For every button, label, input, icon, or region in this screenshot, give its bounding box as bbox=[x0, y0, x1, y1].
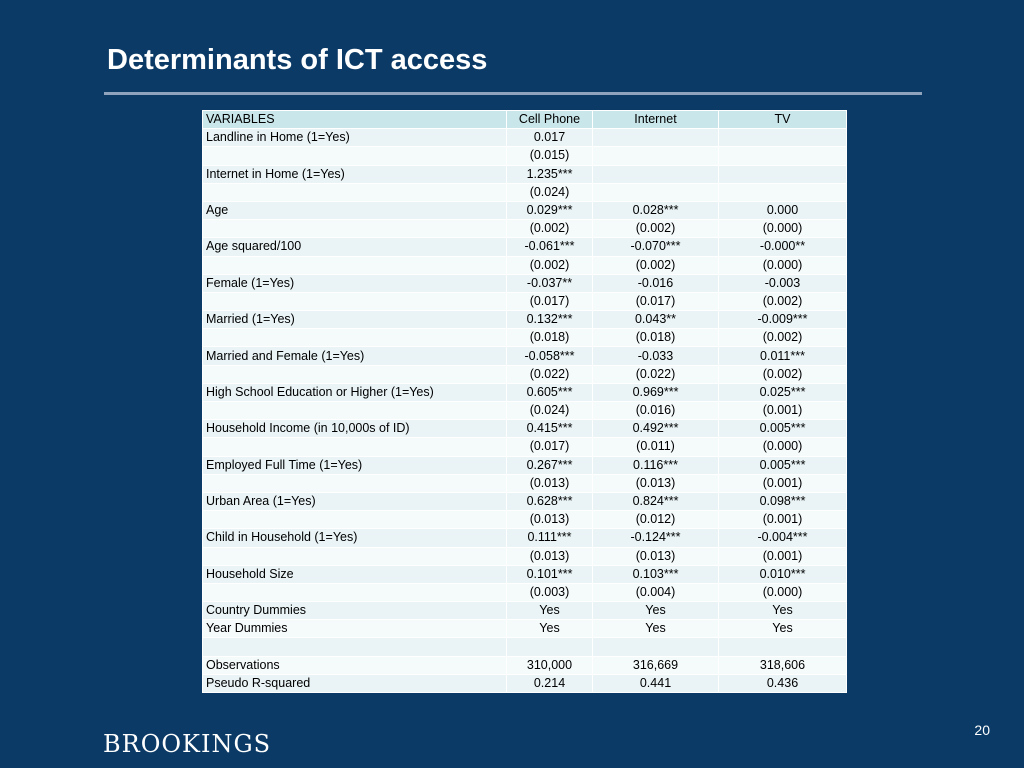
regression-table-container bbox=[202, 110, 846, 693]
value-cell bbox=[593, 129, 719, 147]
value-cell: Yes bbox=[719, 620, 847, 638]
value-cell: 318,606 bbox=[719, 656, 847, 674]
value-cell: (0.002) bbox=[593, 220, 719, 238]
variable-cell: Employed Full Time (1=Yes) bbox=[203, 456, 507, 474]
value-cell: -0.000** bbox=[719, 238, 847, 256]
table-row bbox=[203, 183, 847, 201]
value-cell: 0.132*** bbox=[507, 311, 593, 329]
table-row bbox=[203, 547, 847, 565]
value-cell: 0.969*** bbox=[593, 383, 719, 401]
value-cell: (0.017) bbox=[507, 292, 593, 310]
value-cell: (0.022) bbox=[593, 365, 719, 383]
value-cell: (0.001) bbox=[719, 547, 847, 565]
variable-cell bbox=[203, 438, 507, 456]
value-cell bbox=[719, 183, 847, 201]
variable-cell: Age squared/100 bbox=[203, 238, 507, 256]
value-cell: 316,669 bbox=[593, 656, 719, 674]
variable-cell bbox=[203, 183, 507, 201]
variable-cell bbox=[203, 583, 507, 601]
variable-cell bbox=[203, 292, 507, 310]
value-cell: 0.605*** bbox=[507, 383, 593, 401]
value-cell: (0.002) bbox=[593, 256, 719, 274]
header-cell-variables: VARIABLES bbox=[203, 111, 507, 129]
table-row bbox=[203, 638, 847, 656]
table-row bbox=[203, 147, 847, 165]
variable-cell: Household Size bbox=[203, 565, 507, 583]
table-row bbox=[203, 511, 847, 529]
variable-cell bbox=[203, 638, 507, 656]
value-cell: (0.016) bbox=[593, 402, 719, 420]
variable-cell: Landline in Home (1=Yes) bbox=[203, 129, 507, 147]
table-row bbox=[203, 365, 847, 383]
value-cell: (0.000) bbox=[719, 256, 847, 274]
table-row bbox=[203, 474, 847, 492]
value-cell: 0.098*** bbox=[719, 492, 847, 510]
value-cell: 0.441 bbox=[593, 674, 719, 692]
value-cell: (0.000) bbox=[719, 583, 847, 601]
table-row bbox=[203, 529, 847, 547]
value-cell: 0.043** bbox=[593, 311, 719, 329]
value-cell: (0.013) bbox=[593, 474, 719, 492]
value-cell: 0.492*** bbox=[593, 420, 719, 438]
table-row bbox=[203, 238, 847, 256]
table-row bbox=[203, 583, 847, 601]
variable-cell bbox=[203, 402, 507, 420]
variable-cell: Female (1=Yes) bbox=[203, 274, 507, 292]
table-row bbox=[203, 220, 847, 238]
value-cell bbox=[593, 183, 719, 201]
table-row bbox=[203, 420, 847, 438]
value-cell: 0.025*** bbox=[719, 383, 847, 401]
table-row bbox=[203, 274, 847, 292]
value-cell: (0.018) bbox=[507, 329, 593, 347]
value-cell: Yes bbox=[593, 602, 719, 620]
variable-cell: Age bbox=[203, 201, 507, 219]
value-cell bbox=[719, 147, 847, 165]
header-cell-internet: Internet bbox=[593, 111, 719, 129]
variable-cell bbox=[203, 547, 507, 565]
value-cell: 0.101*** bbox=[507, 565, 593, 583]
value-cell bbox=[719, 638, 847, 656]
value-cell: (0.022) bbox=[507, 365, 593, 383]
value-cell: -0.016 bbox=[593, 274, 719, 292]
table-row bbox=[203, 292, 847, 310]
header-cell-cell-phone: Cell Phone bbox=[507, 111, 593, 129]
value-cell: (0.001) bbox=[719, 402, 847, 420]
value-cell: 0.415*** bbox=[507, 420, 593, 438]
table-row bbox=[203, 256, 847, 274]
table-header-row bbox=[203, 111, 847, 129]
value-cell: (0.002) bbox=[507, 256, 593, 274]
variable-cell: Country Dummies bbox=[203, 602, 507, 620]
variable-cell: Pseudo R-squared bbox=[203, 674, 507, 692]
regression-table bbox=[202, 110, 847, 693]
value-cell: (0.013) bbox=[593, 547, 719, 565]
value-cell: (0.012) bbox=[593, 511, 719, 529]
value-cell: 0.103*** bbox=[593, 565, 719, 583]
value-cell: -0.124*** bbox=[593, 529, 719, 547]
value-cell: (0.013) bbox=[507, 474, 593, 492]
value-cell: 0.017 bbox=[507, 129, 593, 147]
header-cell-tv: TV bbox=[719, 111, 847, 129]
table-row bbox=[203, 201, 847, 219]
value-cell: 0.005*** bbox=[719, 456, 847, 474]
value-cell: Yes bbox=[593, 620, 719, 638]
value-cell: Yes bbox=[507, 620, 593, 638]
variable-cell: Internet in Home (1=Yes) bbox=[203, 165, 507, 183]
table-row bbox=[203, 165, 847, 183]
value-cell: -0.033 bbox=[593, 347, 719, 365]
value-cell: (0.002) bbox=[719, 365, 847, 383]
value-cell: 310,000 bbox=[507, 656, 593, 674]
value-cell: (0.013) bbox=[507, 511, 593, 529]
table-row bbox=[203, 674, 847, 692]
value-cell: 0.111*** bbox=[507, 529, 593, 547]
value-cell: -0.058*** bbox=[507, 347, 593, 365]
title-divider bbox=[104, 92, 922, 95]
value-cell: Yes bbox=[507, 602, 593, 620]
value-cell bbox=[593, 165, 719, 183]
table-row bbox=[203, 347, 847, 365]
variable-cell: High School Education or Higher (1=Yes) bbox=[203, 383, 507, 401]
value-cell: -0.037** bbox=[507, 274, 593, 292]
table-row bbox=[203, 620, 847, 638]
variable-cell: Child in Household (1=Yes) bbox=[203, 529, 507, 547]
value-cell: (0.004) bbox=[593, 583, 719, 601]
value-cell bbox=[593, 638, 719, 656]
value-cell: -0.070*** bbox=[593, 238, 719, 256]
variable-cell bbox=[203, 474, 507, 492]
variable-cell: Household Income (in 10,000s of ID) bbox=[203, 420, 507, 438]
value-cell: (0.017) bbox=[593, 292, 719, 310]
value-cell: (0.011) bbox=[593, 438, 719, 456]
table-row bbox=[203, 311, 847, 329]
table-row bbox=[203, 383, 847, 401]
value-cell: 1.235*** bbox=[507, 165, 593, 183]
variable-cell: Observations bbox=[203, 656, 507, 674]
slide-title: Determinants of ICT access bbox=[107, 44, 488, 76]
variable-cell bbox=[203, 365, 507, 383]
value-cell: (0.000) bbox=[719, 438, 847, 456]
variable-cell bbox=[203, 147, 507, 165]
value-cell: (0.018) bbox=[593, 329, 719, 347]
value-cell bbox=[719, 129, 847, 147]
value-cell bbox=[719, 165, 847, 183]
value-cell bbox=[507, 638, 593, 656]
value-cell: (0.002) bbox=[719, 292, 847, 310]
variable-cell: Married and Female (1=Yes) bbox=[203, 347, 507, 365]
value-cell: 0.267*** bbox=[507, 456, 593, 474]
value-cell: (0.002) bbox=[719, 329, 847, 347]
page-number: 20 bbox=[974, 722, 990, 738]
table-row bbox=[203, 492, 847, 510]
variable-cell bbox=[203, 220, 507, 238]
brookings-logo: BROOKINGS bbox=[103, 730, 272, 758]
value-cell: (0.001) bbox=[719, 474, 847, 492]
value-cell: 0.005*** bbox=[719, 420, 847, 438]
value-cell: -0.061*** bbox=[507, 238, 593, 256]
value-cell: (0.000) bbox=[719, 220, 847, 238]
value-cell: 0.824*** bbox=[593, 492, 719, 510]
value-cell: 0.436 bbox=[719, 674, 847, 692]
value-cell: 0.011*** bbox=[719, 347, 847, 365]
variable-cell: Urban Area (1=Yes) bbox=[203, 492, 507, 510]
table-row bbox=[203, 438, 847, 456]
table-row bbox=[203, 456, 847, 474]
value-cell: (0.003) bbox=[507, 583, 593, 601]
value-cell: -0.004*** bbox=[719, 529, 847, 547]
table-row bbox=[203, 602, 847, 620]
variable-cell: Married (1=Yes) bbox=[203, 311, 507, 329]
variable-cell bbox=[203, 329, 507, 347]
value-cell: (0.001) bbox=[719, 511, 847, 529]
table-row bbox=[203, 402, 847, 420]
value-cell: -0.009*** bbox=[719, 311, 847, 329]
value-cell: 0.029*** bbox=[507, 201, 593, 219]
value-cell: 0.116*** bbox=[593, 456, 719, 474]
variable-cell bbox=[203, 511, 507, 529]
value-cell: (0.013) bbox=[507, 547, 593, 565]
value-cell: 0.010*** bbox=[719, 565, 847, 583]
value-cell: 0.628*** bbox=[507, 492, 593, 510]
value-cell: 0.214 bbox=[507, 674, 593, 692]
table-row bbox=[203, 565, 847, 583]
value-cell: (0.024) bbox=[507, 402, 593, 420]
value-cell bbox=[593, 147, 719, 165]
value-cell: (0.002) bbox=[507, 220, 593, 238]
table-row bbox=[203, 656, 847, 674]
variable-cell: Year Dummies bbox=[203, 620, 507, 638]
value-cell: Yes bbox=[719, 602, 847, 620]
value-cell: 0.028*** bbox=[593, 201, 719, 219]
table-body bbox=[203, 111, 847, 693]
table-row bbox=[203, 129, 847, 147]
value-cell: 0.000 bbox=[719, 201, 847, 219]
value-cell: (0.017) bbox=[507, 438, 593, 456]
variable-cell bbox=[203, 256, 507, 274]
value-cell: (0.024) bbox=[507, 183, 593, 201]
value-cell: -0.003 bbox=[719, 274, 847, 292]
table-row bbox=[203, 329, 847, 347]
value-cell: (0.015) bbox=[507, 147, 593, 165]
